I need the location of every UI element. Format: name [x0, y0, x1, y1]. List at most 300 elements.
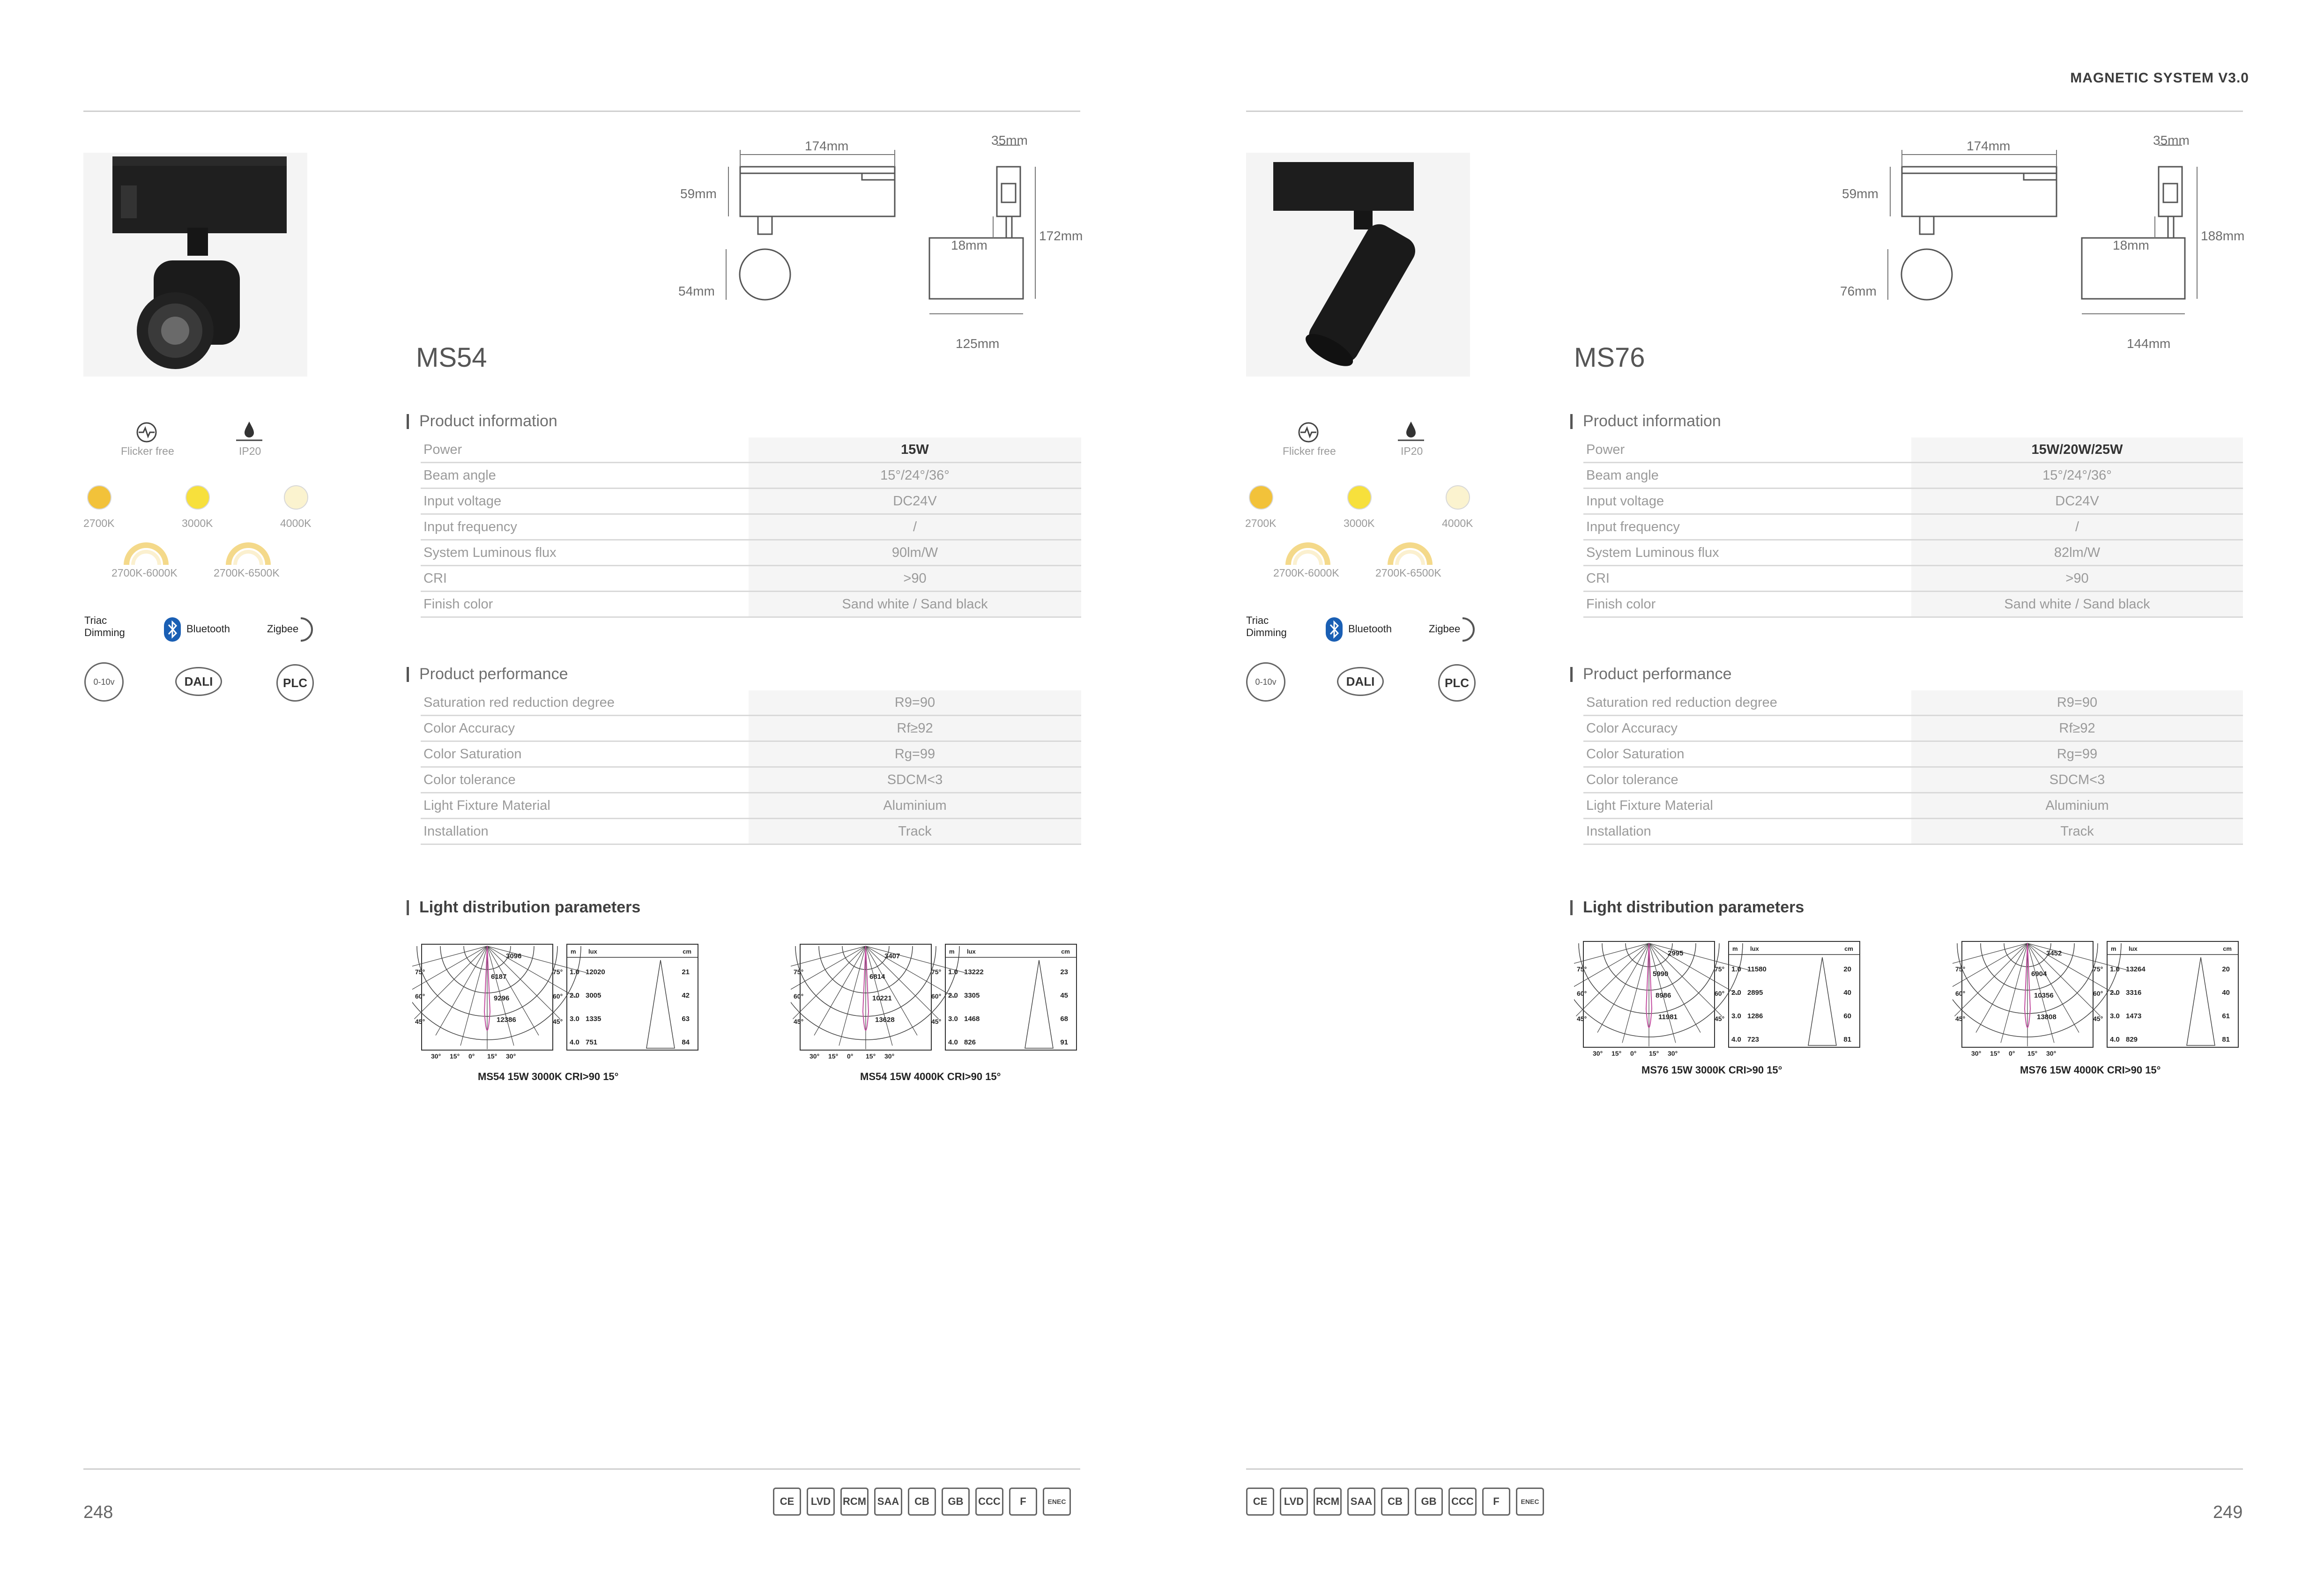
cert-saa-icon: SAA — [1347, 1488, 1375, 1516]
ldc-distance: 3.0 — [948, 1015, 958, 1023]
row-label: Power — [421, 437, 749, 463]
triac-dimming-label: Triac Dimming — [84, 615, 125, 638]
table-row — [421, 489, 1081, 514]
perf-rows — [1583, 690, 2243, 844]
ldc-angle-label: 75° — [794, 968, 804, 976]
ldc-distance: 2.0 — [948, 992, 958, 1000]
dali-badge — [1337, 667, 1384, 696]
cct-range-6000-label: 2700K-6000K — [1273, 567, 1339, 579]
ldc-angle-label: 45° — [794, 1018, 804, 1025]
section-marker — [1570, 414, 1573, 429]
ldc-angle-label: 60° — [415, 992, 425, 1000]
ldc-header-m: m — [1732, 945, 1738, 952]
cert-ccc-icon: CCC — [975, 1488, 1003, 1516]
ldc-angle-label: 75° — [2093, 965, 2103, 973]
cert-rcm-icon: RCM — [1314, 1488, 1342, 1516]
cct-range-6500-label: 2700K-6500K — [214, 567, 280, 579]
ldc-ring-value: 13628 — [875, 1016, 895, 1024]
ldc-section-title — [407, 898, 640, 917]
ldc-diameter: 63 — [682, 1015, 690, 1023]
ldc-distance: 4.0 — [570, 1038, 579, 1046]
polar-spoke — [487, 946, 577, 998]
cct-dot-4000k — [284, 485, 308, 510]
ldc-angle-label: 45° — [1577, 1015, 1587, 1022]
table-row — [1583, 540, 2243, 566]
product-photo — [1246, 153, 1470, 377]
table-row — [421, 767, 1081, 793]
row-value: R9=90 — [1911, 690, 2243, 716]
ldc-angle-label: 75° — [553, 968, 563, 976]
ldc-diameter: 91 — [1060, 1038, 1068, 1046]
polar-spoke — [2027, 943, 2117, 995]
ldc-header-lux: lux — [588, 948, 597, 955]
ldc-distance: 2.0 — [2110, 989, 2120, 997]
row-label: Saturation red reduction degree — [1583, 690, 1911, 716]
ldc-distance: 1.0 — [570, 968, 579, 976]
cert-saa-icon: SAA — [874, 1488, 902, 1516]
ldc-angle-label: 75° — [1955, 965, 1966, 973]
ldc-distance: 1.0 — [2110, 965, 2120, 973]
section-marker — [1570, 900, 1573, 915]
row-value: DC24V — [749, 489, 1081, 514]
polar-spoke — [839, 946, 866, 1046]
row-label: CRI — [1583, 566, 1911, 592]
page-number: 249 — [2213, 1503, 2243, 1522]
table-row — [1583, 690, 2243, 716]
section-marker — [1570, 667, 1573, 682]
ldc-angle-label: 45° — [931, 1018, 942, 1025]
ldc-chart-1 — [412, 941, 703, 1082]
row-value: Track — [749, 819, 1081, 844]
polar-spoke — [436, 946, 487, 1036]
cct-range-6500-icon — [1387, 539, 1433, 567]
dimension-drawing — [1818, 126, 2258, 361]
cert-lvd-icon: LVD — [807, 1488, 835, 1516]
polar-spoke — [1622, 943, 1649, 1043]
perf-section-title — [1570, 665, 1732, 683]
table-row — [421, 716, 1081, 741]
polar-spoke — [1976, 943, 2027, 1033]
row-value: Rg=99 — [749, 741, 1081, 767]
cct-3000k-label: 3000K — [182, 517, 213, 529]
info-section-title — [407, 412, 557, 430]
cct-range-6000-icon — [1285, 539, 1331, 567]
ldc-diameter: 40 — [1843, 989, 1851, 997]
row-label: Input voltage — [1583, 489, 1911, 514]
ldc-angle-label: 15° — [1990, 1050, 2000, 1057]
table-row — [421, 514, 1081, 540]
dim-depth: 35mm — [2153, 133, 2190, 148]
ldc-angle-label: 60° — [794, 992, 804, 1000]
cct-3000k-label: 3000K — [1344, 517, 1375, 529]
ldc-caption-2: MS54 15W 4000K CRI>90 15° — [860, 1071, 1001, 1082]
page-number: 248 — [83, 1503, 113, 1522]
row-label: Beam angle — [1583, 463, 1911, 489]
row-value: Aluminium — [1911, 793, 2243, 819]
ldc-diameter: 68 — [1060, 1015, 1068, 1023]
cert-gb-icon: GB — [1415, 1488, 1443, 1516]
row-label: Input frequency — [421, 514, 749, 540]
zero-ten-volt-label: 0-10v — [1255, 677, 1277, 687]
row-value: SDCM<3 — [1911, 767, 2243, 793]
product-photo — [83, 153, 307, 377]
ldc-cone — [2187, 957, 2215, 1045]
polar-spoke — [1576, 943, 1649, 1016]
ldc-angle-label: 0° — [1630, 1050, 1637, 1057]
dali-badge — [175, 667, 222, 696]
ldc-angle-label: 30° — [1971, 1050, 1982, 1057]
cct-4000k-label: 4000K — [280, 517, 312, 529]
ldc-distance: 3.0 — [570, 1015, 579, 1023]
ldc-angle-label: 75° — [1577, 965, 1587, 973]
ldc-ring-value: 13808 — [2037, 1013, 2057, 1021]
plc-label: PLC — [283, 675, 307, 690]
ldc-diameter: 20 — [1843, 965, 1851, 973]
plc-label: PLC — [1445, 675, 1469, 690]
row-label: Color Accuracy — [1583, 716, 1911, 741]
info-table — [421, 437, 1081, 618]
cert-f-icon: F — [1482, 1488, 1510, 1516]
cert-gb-icon: GB — [942, 1488, 970, 1516]
row-value: / — [749, 514, 1081, 540]
ldc-caption-1: MS76 15W 3000K CRI>90 15° — [1641, 1064, 1782, 1076]
polar-spoke — [1649, 943, 1738, 995]
ldc-distance: 3.0 — [1731, 1012, 1741, 1020]
row-label: Color tolerance — [1583, 767, 1911, 793]
ldc-angle-label: 0° — [2009, 1050, 2015, 1057]
zero-ten-volt-badge — [1246, 662, 1285, 702]
ldc-cone — [1808, 957, 1836, 1045]
flicker-free-label: Flicker free — [1283, 445, 1336, 457]
ldc-lux: 13222 — [964, 968, 984, 976]
table-row — [421, 463, 1081, 489]
table-row — [421, 437, 1081, 463]
ip-rating-label: IP20 — [1401, 445, 1423, 457]
row-label: System Luminous flux — [1583, 540, 1911, 566]
ldc-angle-label: 45° — [1715, 1015, 1725, 1022]
dim-stem: 18mm — [951, 238, 988, 252]
ldc-ring-value: 6187 — [491, 973, 507, 981]
ldc-lux: 13264 — [2126, 965, 2146, 973]
ldc-angle-label: 75° — [931, 968, 942, 976]
perf-title-text: Product performance — [1583, 665, 1732, 683]
ldc-title-text: Light distribution parameters — [419, 898, 641, 916]
ldc-angle-label: 15° — [2027, 1050, 2038, 1057]
ldc-angle-label: 15° — [1611, 1050, 1622, 1057]
row-value: Track — [1911, 819, 2243, 844]
ldc-distance: 1.0 — [1731, 965, 1741, 973]
cert-ce-icon: CE — [1246, 1488, 1274, 1516]
row-label: Color Saturation — [421, 741, 749, 767]
polar-spoke — [1954, 943, 2027, 1016]
table-row — [1583, 514, 2243, 540]
cct-dot-3000k — [186, 485, 210, 510]
row-value: 90lm/W — [749, 540, 1081, 566]
ldc-ring-value: 11981 — [1658, 1013, 1678, 1021]
row-value: DC24V — [1911, 489, 2243, 514]
table-row — [421, 690, 1081, 716]
row-value: >90 — [1911, 566, 2243, 592]
row-label: Finish color — [1583, 592, 1911, 617]
row-value: 82lm/W — [1911, 540, 2243, 566]
perf-table — [1583, 690, 2243, 845]
ldc-angle-label: 30° — [2046, 1050, 2057, 1057]
ldc-angle-label: 15° — [828, 1052, 839, 1060]
dim-head-diameter: 54mm — [678, 284, 715, 298]
perf-rows — [421, 690, 1081, 844]
cct-range-6500-icon — [225, 539, 272, 567]
info-section-title — [1570, 412, 1721, 430]
bluetooth-label: Bluetooth — [186, 623, 230, 635]
ldc-distance: 4.0 — [1731, 1036, 1741, 1044]
dim-length: 144mm — [2127, 336, 2171, 351]
ldc-peak-value: 3407 — [884, 952, 900, 960]
dim-stem: 18mm — [2113, 238, 2149, 252]
info-table — [1583, 437, 2243, 618]
ldc-lux: 2895 — [1747, 989, 1763, 997]
row-label: Light Fixture Material — [421, 793, 749, 819]
ldc-angle-label: 15° — [1649, 1050, 1659, 1057]
cert-ccc-icon: CCC — [1448, 1488, 1477, 1516]
row-value: Sand white / Sand black — [1911, 592, 2243, 617]
ldc-ring-value: 6814 — [869, 973, 885, 981]
ldc-peak-value: 2995 — [1668, 949, 1684, 957]
table-row — [421, 566, 1081, 592]
table-row — [421, 741, 1081, 767]
dim-total-height: 172mm — [1039, 229, 1083, 243]
ldc-lux: 1286 — [1747, 1012, 1763, 1020]
polar-spoke — [2027, 943, 2101, 1016]
row-label: Color Saturation — [1583, 741, 1911, 767]
ldc-header-lux: lux — [1750, 945, 1759, 952]
ldc-diameter: 23 — [1060, 968, 1068, 976]
cct-dot-2700k — [87, 485, 111, 510]
info-title-text: Product information — [1583, 412, 1721, 430]
ldc-header-cm: cm — [1844, 945, 1853, 952]
cct-4000k-label: 4000K — [1442, 517, 1473, 529]
ldc-angle-label: 15° — [450, 1052, 460, 1060]
flicker-free-icon — [1298, 422, 1319, 443]
cert-cb-icon: CB — [908, 1488, 936, 1516]
row-value: 15W — [749, 437, 1081, 463]
table-row — [421, 540, 1081, 566]
row-label: Light Fixture Material — [1583, 793, 1911, 819]
cert-enec-icon: ENEC — [1516, 1488, 1544, 1516]
row-value: R9=90 — [749, 690, 1081, 716]
ldc-lux: 1473 — [2126, 1012, 2142, 1020]
polar-spoke — [814, 946, 866, 1036]
ldc-lux: 751 — [586, 1038, 598, 1046]
ldc-diameter: 20 — [2222, 965, 2230, 973]
ldc-distance: 2.0 — [570, 992, 579, 1000]
cert-lvd-icon: LVD — [1280, 1488, 1308, 1516]
ldc-diagram — [1574, 939, 1864, 1060]
table-row — [421, 819, 1081, 844]
bluetooth-icon — [1325, 616, 1344, 643]
ldc-angle-label: 30° — [1668, 1050, 1678, 1057]
polar-spoke — [866, 946, 955, 998]
cct-range-6000-icon — [123, 539, 170, 567]
certifications-left — [773, 1488, 1082, 1518]
table-row — [421, 592, 1081, 617]
ldc-header-cm: cm — [683, 948, 691, 955]
ldc-header-cm: cm — [1061, 948, 1070, 955]
zigbee-label: Zigbee — [267, 623, 299, 635]
ldc-diameter: 60 — [1843, 1012, 1851, 1020]
table-row — [1583, 716, 2243, 741]
polar-spoke — [487, 946, 560, 1019]
ldc-diameter: 21 — [682, 968, 690, 976]
ldc-header-cm: cm — [2223, 945, 2232, 952]
ldc-header-m: m — [949, 948, 955, 955]
dim-head-height: 59mm — [680, 186, 717, 201]
model-name: MS76 — [1574, 342, 1645, 373]
ldc-angle-label: 30° — [809, 1052, 820, 1060]
ldc-lux: 723 — [1747, 1036, 1760, 1044]
row-value: Rf≥92 — [1911, 716, 2243, 741]
certifications-right — [1246, 1488, 1555, 1518]
ldc-ring-value: 8986 — [1656, 992, 1671, 1000]
ldc-caption-1: MS54 15W 3000K CRI>90 15° — [478, 1071, 619, 1082]
ldc-angle-label: 15° — [487, 1052, 497, 1060]
ldc-angle-label: 30° — [431, 1052, 441, 1060]
page-right — [1162, 0, 2324, 1577]
cert-rcm-icon: RCM — [840, 1488, 869, 1516]
row-label: Saturation red reduction degree — [421, 690, 749, 716]
table-row — [421, 793, 1081, 819]
cct-dot-4000k — [1446, 485, 1470, 510]
cert-ce-icon: CE — [773, 1488, 801, 1516]
polar-spoke — [2001, 943, 2027, 1043]
ldc-diagram — [1953, 939, 2243, 1060]
ldc-angle-label: 45° — [553, 1018, 563, 1025]
ldc-lux: 829 — [2126, 1036, 2138, 1044]
polar-spoke — [460, 946, 487, 1046]
section-marker — [407, 900, 409, 915]
ldc-angle-label: 30° — [1593, 1050, 1603, 1057]
polar-spoke — [866, 946, 942, 1019]
ldc-diameter: 40 — [2222, 989, 2230, 997]
flicker-free-icon — [136, 422, 157, 443]
ldc-header-lux: lux — [2129, 945, 2138, 952]
row-label: System Luminous flux — [421, 540, 749, 566]
ldc-angle-label: 45° — [2093, 1015, 2103, 1022]
ldc-peak-value: 3452 — [2046, 949, 2062, 957]
ldc-ring-value: 6904 — [2031, 970, 2047, 978]
table-row — [1583, 767, 2243, 793]
ldc-title-text: Light distribution parameters — [1583, 898, 1804, 916]
series-title: MAGNETIC SYSTEM V3.0 — [2070, 70, 2249, 86]
dim-total-height: 188mm — [2201, 229, 2245, 243]
zigbee-label: Zigbee — [1429, 623, 1461, 635]
dimension-drawing — [656, 126, 1096, 361]
row-value: Rf≥92 — [749, 716, 1081, 741]
cct-2700k-label: 2700K — [83, 517, 115, 529]
ms54-photo-drawing — [83, 153, 307, 377]
cct-dot-2700k — [1249, 485, 1273, 510]
table-row — [1583, 566, 2243, 592]
ldc-distance: 4.0 — [2110, 1036, 2120, 1044]
row-label: Finish color — [421, 592, 749, 617]
table-row — [1583, 793, 2243, 819]
row-value: / — [1911, 514, 2243, 540]
ldc-ring-value: 12386 — [497, 1016, 516, 1024]
ldc-caption-2: MS76 15W 4000K CRI>90 15° — [2020, 1064, 2161, 1076]
ldc-diagram — [412, 941, 703, 1063]
dim-width: 174mm — [805, 139, 849, 153]
ip-rating-icon — [234, 420, 264, 443]
ldc-header-lux: lux — [967, 948, 976, 955]
perf-title-text: Product performance — [419, 665, 568, 683]
flicker-free-label: Flicker free — [121, 445, 174, 457]
row-value: 15°/24°/36° — [1911, 463, 2243, 489]
dim-head-diameter: 76mm — [1840, 284, 1877, 298]
cct-range-6000-label: 2700K-6000K — [111, 567, 178, 579]
row-label: Color Accuracy — [421, 716, 749, 741]
section-marker — [407, 667, 409, 682]
cert-enec-icon: ENEC — [1043, 1488, 1071, 1516]
cert-f-icon: F — [1009, 1488, 1037, 1516]
ldc-angle-label: 30° — [884, 1052, 895, 1060]
row-label: Installation — [421, 819, 749, 844]
ldc-section-title — [1570, 898, 1804, 917]
ldc-distance: 2.0 — [1731, 989, 1741, 997]
bluetooth-icon — [163, 616, 182, 643]
ldc-peak-value: 3096 — [506, 952, 522, 960]
table-row — [1583, 819, 2243, 844]
zigbee-icon — [1453, 616, 1478, 643]
ldc-lux: 826 — [964, 1038, 976, 1046]
table-row — [1583, 437, 2243, 463]
ldc-angle-label: 45° — [415, 1018, 425, 1025]
triac-dimming-label: Triac Dimming — [1246, 615, 1287, 638]
row-value: Rg=99 — [1911, 741, 2243, 767]
ldc-lux: 12020 — [586, 968, 605, 976]
row-label: Beam angle — [421, 463, 749, 489]
bluetooth-label: Bluetooth — [1348, 623, 1392, 635]
dim-depth: 35mm — [991, 133, 1028, 148]
zigbee-icon — [291, 616, 316, 643]
table-row — [1583, 741, 2243, 767]
zero-ten-volt-badge — [84, 662, 124, 702]
row-value: SDCM<3 — [749, 767, 1081, 793]
table-row — [1583, 592, 2243, 617]
cct-range-6500-label: 2700K-6500K — [1375, 567, 1441, 579]
ldc-angle-label: 15° — [866, 1052, 876, 1060]
cert-cb-icon: CB — [1381, 1488, 1409, 1516]
cct-2700k-label: 2700K — [1245, 517, 1277, 529]
table-row — [1583, 489, 2243, 514]
info-title-text: Product information — [419, 412, 557, 430]
zero-ten-volt-label: 0-10v — [93, 677, 115, 687]
ldc-lux: 1468 — [964, 1015, 980, 1023]
ldc-diameter: 81 — [1843, 1036, 1851, 1044]
ldc-lux: 3005 — [586, 992, 601, 1000]
section-marker — [407, 414, 409, 429]
perf-section-title — [407, 665, 568, 683]
dim-width: 174mm — [1967, 139, 2011, 153]
row-label: Color tolerance — [421, 767, 749, 793]
row-value: 15W/20W/25W — [1911, 437, 2243, 463]
ldc-diameter: 61 — [2222, 1012, 2230, 1020]
ldc-lux: 3316 — [2126, 989, 2142, 997]
plc-badge — [1438, 664, 1476, 702]
ldc-angle-label: 0° — [847, 1052, 854, 1060]
row-value: >90 — [749, 566, 1081, 592]
ldc-lux: 3305 — [964, 992, 980, 1000]
ip-rating-label: IP20 — [239, 445, 261, 457]
polar-spoke — [793, 946, 866, 1019]
